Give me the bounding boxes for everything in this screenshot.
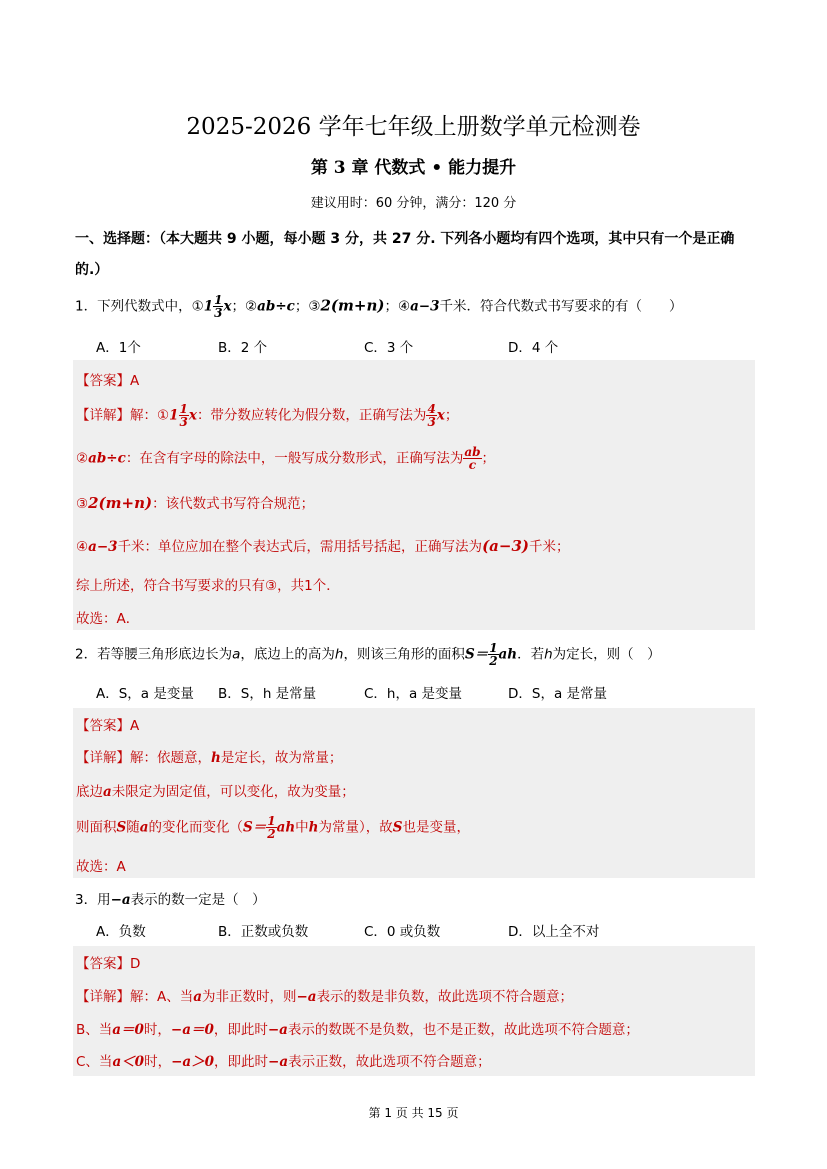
q3-option-c: C．0 或负数	[364, 924, 441, 940]
q1-option-b: B．2 个	[218, 340, 268, 356]
q1-option-c: C．3 个	[364, 340, 414, 356]
q1-option-a: A．1个	[96, 340, 141, 356]
q1-answer: 【答案】A	[76, 373, 140, 389]
q1-detail-3: ③2(m+n)：该代数式书写符合规范；	[76, 494, 315, 512]
q3-detail-3: C、当a＜0时，−a＞0，即此时−a表示正数，故此选项不符合题意；	[76, 1054, 491, 1070]
q3-detail-2: B、当a＝0时，−a＝0，即此时−a表示的数既不是负数，也不是正数，故此选项不符合题意；	[76, 1022, 639, 1038]
q2-option-d: D．S，a 是常量	[508, 686, 608, 702]
q2-option-c: C．h，a 是变量	[364, 686, 463, 702]
fraction: $\frac{1}{3}$	[214, 293, 223, 320]
q1-option-d: D．4 个	[508, 340, 559, 356]
q3-option-a: A．负数	[96, 924, 146, 940]
time-advice: 建议用时：60 分钟，满分：120 分	[310, 196, 517, 211]
q3-detail-1: 【详解】解：A、当a为非正数时，则−a表示的数是非负数，故此选项不符合题意；	[76, 989, 574, 1005]
q1-detail-2: ②ab÷c：在含有字母的除法中，一般写成分数形式，正确写法为 $\frac{ab}{c}$ ；	[76, 445, 495, 472]
page-footer: 第 1 页 共 15 页	[368, 1106, 459, 1120]
question-3: 3．用−a表示的数一定是（ ）	[75, 892, 266, 908]
question-1: 1．下列代数式中，①1 $\frac{1}{3}$ x；②ab÷c；③2(m+n)；④a−3千米．符合代数式书写要求的有（ ）	[75, 293, 683, 320]
q2-detail-1: 【详解】解：依题意，h是定长，故为常量；	[76, 750, 343, 766]
q1-detail-1: 【详解】解：①1 $\frac{1}{3}$ x：带分数应转化为假分数，正确写法为 $\frac{4}{3}$ x；	[76, 402, 459, 429]
q1-detail-5: 综上所述，符合书写要求的只有③，共1个．	[76, 578, 340, 594]
q3-option-b: B．正数或负数	[218, 924, 309, 940]
q2-option-a: A．S，a 是变量	[96, 686, 194, 702]
section-heading-line2: 的.）	[75, 262, 109, 278]
q2-detail-4: 故选：A	[76, 859, 126, 875]
q1-detail-6: 故选：A．	[76, 611, 140, 627]
q2-detail-3: 则面积S随a的变化而变化（S＝ $\frac{1}{2}$ ah中h为常量），故S也是变量，	[76, 814, 470, 841]
q2-detail-2: 底边a未限定为固定值，可以变化，故为变量；	[76, 784, 355, 800]
q2-answer: 【答案】A	[76, 718, 140, 734]
question-2: 2．若等腰三角形底边长为a，底边上的高为h，则该三角形的面积S＝ $\frac{1}{2}$ ah．若h为定长，则（ ）	[75, 641, 661, 668]
document-title: 2025-2026 学年七年级上册数学单元检测卷	[186, 114, 641, 140]
chapter-subtitle: 第 3 章 代数式 • 能力提升	[310, 158, 517, 178]
q3-answer: 【答案】D	[76, 956, 141, 972]
q1-detail-4: ④a−3千米：单位应加在整个表达式后，需用括号括起，正确写法为(a−3)千米；	[76, 537, 570, 555]
section-heading-line1: 一、选择题：（本大题共 9 小题，每小题 3 分，共 27 分. 下列各小题均有四个选项，其中只有一个是正确	[75, 231, 735, 247]
q2-option-b: B．S，h 是常量	[218, 686, 317, 702]
q3-option-d: D．以上全不对	[508, 924, 600, 940]
